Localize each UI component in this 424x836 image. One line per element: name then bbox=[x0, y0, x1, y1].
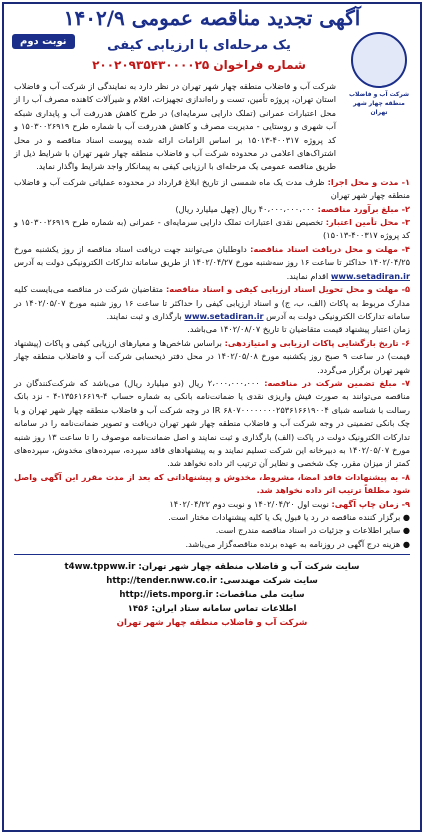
section-label: ۲- مبلغ برآورد مناقصه: bbox=[317, 203, 410, 214]
intro-paragraph: شرکت آب و فاضلاب منطقه چهار شهر تهران در نظر دارد به نمایندگی از شرکت آب و فاضلاب استان تهران، پروژه تأمین، تست و راه‌اندازی تجهیزات، اقلام و شیرآلات کاهنده مصرف آب را از محل اعتبارات عمرانی (تملک دارایی سرمایه‌ای) در طرح کاهش هدررفت آب و پایداری شبکه آب شهری و روستایی - مدیریت مصرف و کاهش هدررفت آب با شماره طرح ۱۵۰۳۰۰۲۶۹۱۹ و کد پروژه ۴۰۰۳۱۷-۱۵۰۱۳ بر اساس الزامات ارائه شده پیوست اسناد مناقصه و در محل اشتراک‌های اعلامی در محدوده شرکت آب و فاضلاب منطقه چهار شهر تهران با شرایط ذیل از طریق مناقصه عمومی یک مرحله‌ای با ارزیابی کیفی به پیمانکار واجد شرایط واگذار نماید. bbox=[14, 81, 336, 172]
section-8 bbox=[14, 377, 410, 471]
section-text-after: بارگذاری و ثبت نمایند. bbox=[106, 310, 182, 321]
section-1 bbox=[14, 176, 410, 203]
section-text: ۴۰،۰۰۰،۰۰۰،۰۰۰ ریال (چهل میلیارد ریال) bbox=[175, 203, 315, 214]
note-item: ● هزینه درج آگهی در روزنامه به عهده برنده مناقصه‌گزار می‌باشد. bbox=[185, 538, 410, 549]
section-text: داوطلبان می‌توانند جهت دریافت اسناد مناقصه از روز یکشنبه مورخ ۱۴۰۲/۰۴/۲۵ حداکثر تا ساعت ۱۶ روز سه‌شنبه مورخ ۱۴۰۲/۰۴/۲۷ از طریق سامانه تدارکات الکترونیکی دولت به آدرس bbox=[14, 243, 411, 268]
company-logo-block bbox=[344, 32, 414, 117]
section-text: زمان اعتبار پیشنهاد قیمت متقاضیان تا تاریخ ۱۴۰۲/۰۸/۰۷ می‌باشد. bbox=[187, 324, 410, 335]
notice-header bbox=[4, 4, 420, 122]
section-9 bbox=[14, 471, 410, 498]
section-label: ۳- محل تأمین اعتبار: bbox=[325, 217, 410, 228]
contact-info: اطلاعات تماس سامانه ستاد ایران: ۱۴۵۶ bbox=[127, 604, 297, 615]
company-logo-icon bbox=[351, 32, 407, 88]
note-item: ● سایر اطلاعات و جزئیات در اسناد مناقصه مندرج است. bbox=[215, 525, 410, 536]
note-item: ● برگزار کننده مناقصه در رد یا قبول یک یا کلیه پیشنهادات مختار است. bbox=[168, 512, 410, 522]
section-3 bbox=[14, 216, 410, 243]
site-link-national[interactable]: سایت ملی مناقصات: http://iets.mporg.ir bbox=[119, 590, 305, 601]
section-label: ۱- مدت و محل اجرا: bbox=[327, 176, 410, 187]
notice-subtitle: یک مرحله‌ای با ارزیابی کیفی bbox=[107, 38, 291, 53]
section-10 bbox=[14, 498, 410, 511]
section-7 bbox=[14, 337, 410, 377]
notice-title: آگهی تجدید مناقصه عمومی ۱۴۰۲/۹ bbox=[63, 6, 361, 30]
section-text: ۲،۰۰۰،۰۰۰،۰۰۰ ریال (دو میلیارد ریال) می‌باشد که شرکت‌کنندگان در مناقصه می‌توانند به صورت فیش واریزی نقدی یا ضمانت‌نامه بانکی به شماره حساب ۴-۱۳۵۶۱۶۶۱۹-۴ - نزد بانک رسالت با شناسه شبای IR ۶۸۰۷۰۰۰۰۰۰۰۰۲۵۳۶۱۶۶۱۹۰۰۴ در وجه شرکت آب و فاضلاب منطقه چهار شهر تهران و یا چک بانکی تضمینی در وجه شرکت آب و فاضلاب منطقه چهار شهر تهران دریافت و تصویر ضمانت‌نامه را در سامانه تدارکات الکترونیک دولت در پاکت (الف) بارگذاری و ثبت نمایند و اصل ضمانت‌نامه موصوف را تا ساعت ۱۳ روز شنبه مورخ ۱۴۰۲/۰۵/۰۷ به دبیرخانه این شرکت تسلیم نمایند و به پیشنهادهای فاقد سپرده، سپرده‌های مخدوش، سپرده‌های کمتر از میزان مقرر، چک شخصی و نظایر آن ترتیب اثر داده نخواهد شد. bbox=[14, 377, 411, 469]
section-2 bbox=[14, 203, 410, 216]
logo-caption: شرکت آب و فاضلاب منطقه چهار شهر تهران bbox=[348, 91, 410, 116]
section-6 bbox=[14, 323, 410, 336]
section-text: متقاضیان شرکت در مناقصه می‌بایست کلیه مدارک مربوط به پاکات (الف، ب، ج) و اسناد ارزیابی کیفی را حداکثر تا ساعت ۱۶ روز شنبه مورخ ۱۴۰۲/۰۵/۰۷ در سامانه تدارکات الکترونیکی دولت به آدرس bbox=[14, 284, 410, 321]
site-link-engineering[interactable]: سایت شرکت مهندسی: http://tender.nww.co.ir bbox=[106, 576, 318, 587]
section-label: ۶- تاریخ بازگشایی پاکات ارزیابی و امتیازدهی: bbox=[224, 337, 410, 348]
section-label: ۹- زمان چاپ آگهی: bbox=[331, 498, 410, 509]
section-label: ۵- مهلت و محل تحویل اسناد ارزیابی کیفی و اسناد مناقصه: bbox=[165, 284, 410, 295]
site-link-company[interactable]: سایت شرکت آب و فاضلاب منطقه چهار شهر تهران: t4ww.tppww.ir bbox=[64, 562, 360, 573]
section-text: تخصیص نقدی اعتبارات تملک دارایی سرمایه‌ای - عمرانی (به شماره طرح ۱۵۰۳۰۰۲۶۹۱۹ و کد پروژه ۴۰۰۳۱۷-۱۵۰۱۳) bbox=[14, 217, 410, 241]
company-name: شرکت آب و فاضلاب منطقه چهار شهر تهران bbox=[116, 618, 308, 629]
tender-notice bbox=[2, 2, 422, 832]
section-label: ۸- به پیشنهادات فاقد امضا، مشروط، مخدوش و پیشنهاداتی که بعد از مدت مقرر این آگهی واصل شود مطلقاً ترتیب اثر داده نخواهد شد. bbox=[14, 471, 410, 496]
round-badge: نوبت دوم bbox=[12, 34, 75, 49]
section-text: ظرف مدت یک ماه شمسی از تاریخ ابلاغ قرارداد در محدوده عملیاتی شرکت آب و فاضلاب منطقه چهار شهر تهران bbox=[14, 176, 410, 201]
section-text-after: اقدام نمایند. bbox=[286, 270, 329, 281]
section-text: نوبت اول ۱۴۰۲/۰۴/۲۰ و نوبت دوم ۱۴۰۲/۰۴/۲۲ bbox=[169, 498, 329, 509]
call-number: شماره فراخوان ۲۰۰۲۰۹۳۵۴۳۰۰۰۰۲۵ bbox=[92, 58, 306, 72]
section-label: ۷- مبلغ تضمین شرکت در مناقصه: bbox=[264, 377, 411, 388]
section-label: ۴- مهلت و محل دریافت اسناد مناقصه: bbox=[250, 243, 411, 254]
divider bbox=[14, 554, 410, 555]
setadiran-link[interactable]: www.setadiran.ir bbox=[330, 270, 410, 281]
notice-footer bbox=[4, 558, 420, 632]
section-5 bbox=[14, 283, 410, 323]
sections bbox=[4, 174, 420, 551]
section-4 bbox=[14, 243, 410, 283]
setadiran-link[interactable]: www.setadiran.ir bbox=[184, 310, 264, 321]
section-text: براساس شاخص‌ها و معیارهای ارزیابی کیفی و پاکات (پیشنهاد قیمت) در ساعت ۹ صبح روز یکشنبه مورخ ۱۴۰۲/۰۵/۰۸ در محل دفتر ذیحسابی شرکت آب و فاضلاب منطقه چهار شهر تهران برگزار می‌گردد. bbox=[14, 337, 411, 375]
